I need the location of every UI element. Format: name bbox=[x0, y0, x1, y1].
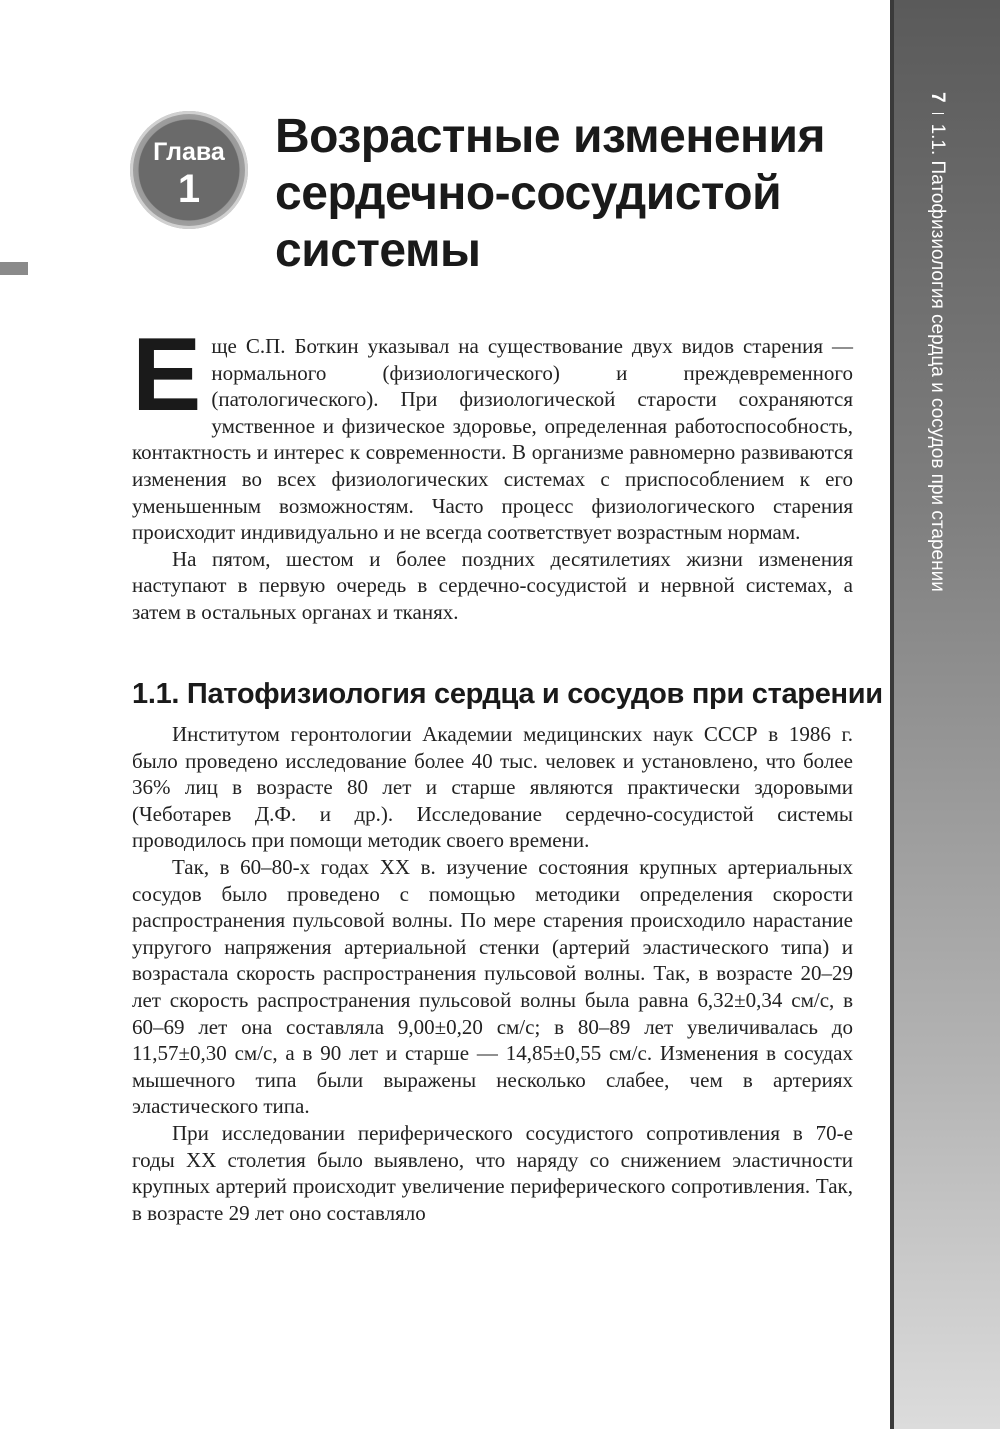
intro-paragraph-text: ще С.П. Боткин указывал на существование двух видов старения — нормального (физиологического) и преждевременного (патологического). При физиологической старости сохраняются умственное и физическое здоровье, определенная работоспособность, контактность и интерес к современности. В организме равномерно развиваются изменения во всех физиологических системах с приспособлением к его уменьшенным возможностям. Часто процесс физиологического старения происходит индивидуально и не всегда соответствует возрастным нормам. bbox=[132, 334, 853, 545]
chapter-number: 1 bbox=[177, 167, 201, 211]
running-head bbox=[920, 92, 954, 612]
chapter-title bbox=[275, 108, 855, 279]
section-paragraph: Так, в 60–80-х годах XX в. изучение состояния крупных артериальных сосудов было проведено с помощью методики определения скорости распространения пульсовой волны. По мере старения происходило нарастание упругого напряжения артериальной стенки (артерий эластического типа) и возрастала скорость распространения пульсовой волны. Так, в возрасте 20–29 лет скорость распространения пульсовой волны была равна 6,32±0,34 см/с, в 60–69 лет она составляла 9,00±0,20 см/с; в 80–89 лет увеличивалась до 11,57±0,30 см/с, а в 90 лет и старше — 14,85±0,55 см/с. Изменения в сосудах мышечного типа были выражены несколько слабее, чем в артериях эластического типа. bbox=[132, 854, 853, 1119]
intro-paragraph: На пятом, шестом и более поздних десятилетиях жизни изменения наступают в первую очередь в сердечно-сосудистой и нервной системах, а затем в остальных органах и тканях. bbox=[132, 546, 853, 624]
running-head-section: 1.1. Патофизиология сердца и сосудов при старении bbox=[927, 123, 948, 592]
section-heading: 1.1. Патофизиология сердца и сосудов при старении bbox=[132, 678, 883, 710]
drop-cap: Е bbox=[132, 317, 202, 433]
section-paragraph: Институтом геронтологии Академии медицинских наук СССР в 1986 г. было проведено исследование более 40 тыс. человек и установлено, что более 36% лиц в возрасте 80 лет и старше являются практически здоровыми (Чеботарев Д.Ф. и др.). Исследование сердечно-сосудистой системы проводилось при помощи методик своего времени. bbox=[132, 722, 853, 853]
intro-text bbox=[132, 317, 853, 626]
section-paragraph: При исследовании периферического сосудистого сопротивления в 70-е годы XX столетия было выявлено, что наряду со снижением эластичности крупных артерий происходит увеличение периферического сопротивления. Так, в возрасте 29 лет оно составляло bbox=[132, 1120, 853, 1225]
chapter-title-line: сердечно-сосудистой bbox=[275, 167, 782, 220]
chapter-badge bbox=[130, 111, 248, 229]
chapter-title-line: Возрастные изменения bbox=[275, 110, 826, 163]
intro-paragraph bbox=[132, 317, 853, 546]
page-number: 7 bbox=[927, 92, 948, 103]
chapter-label: Глава bbox=[153, 138, 225, 166]
chapter-edge-marker bbox=[0, 262, 28, 275]
chapter-title-line: системы bbox=[275, 224, 481, 277]
running-head-separator bbox=[932, 113, 944, 114]
section-text bbox=[132, 721, 853, 1226]
